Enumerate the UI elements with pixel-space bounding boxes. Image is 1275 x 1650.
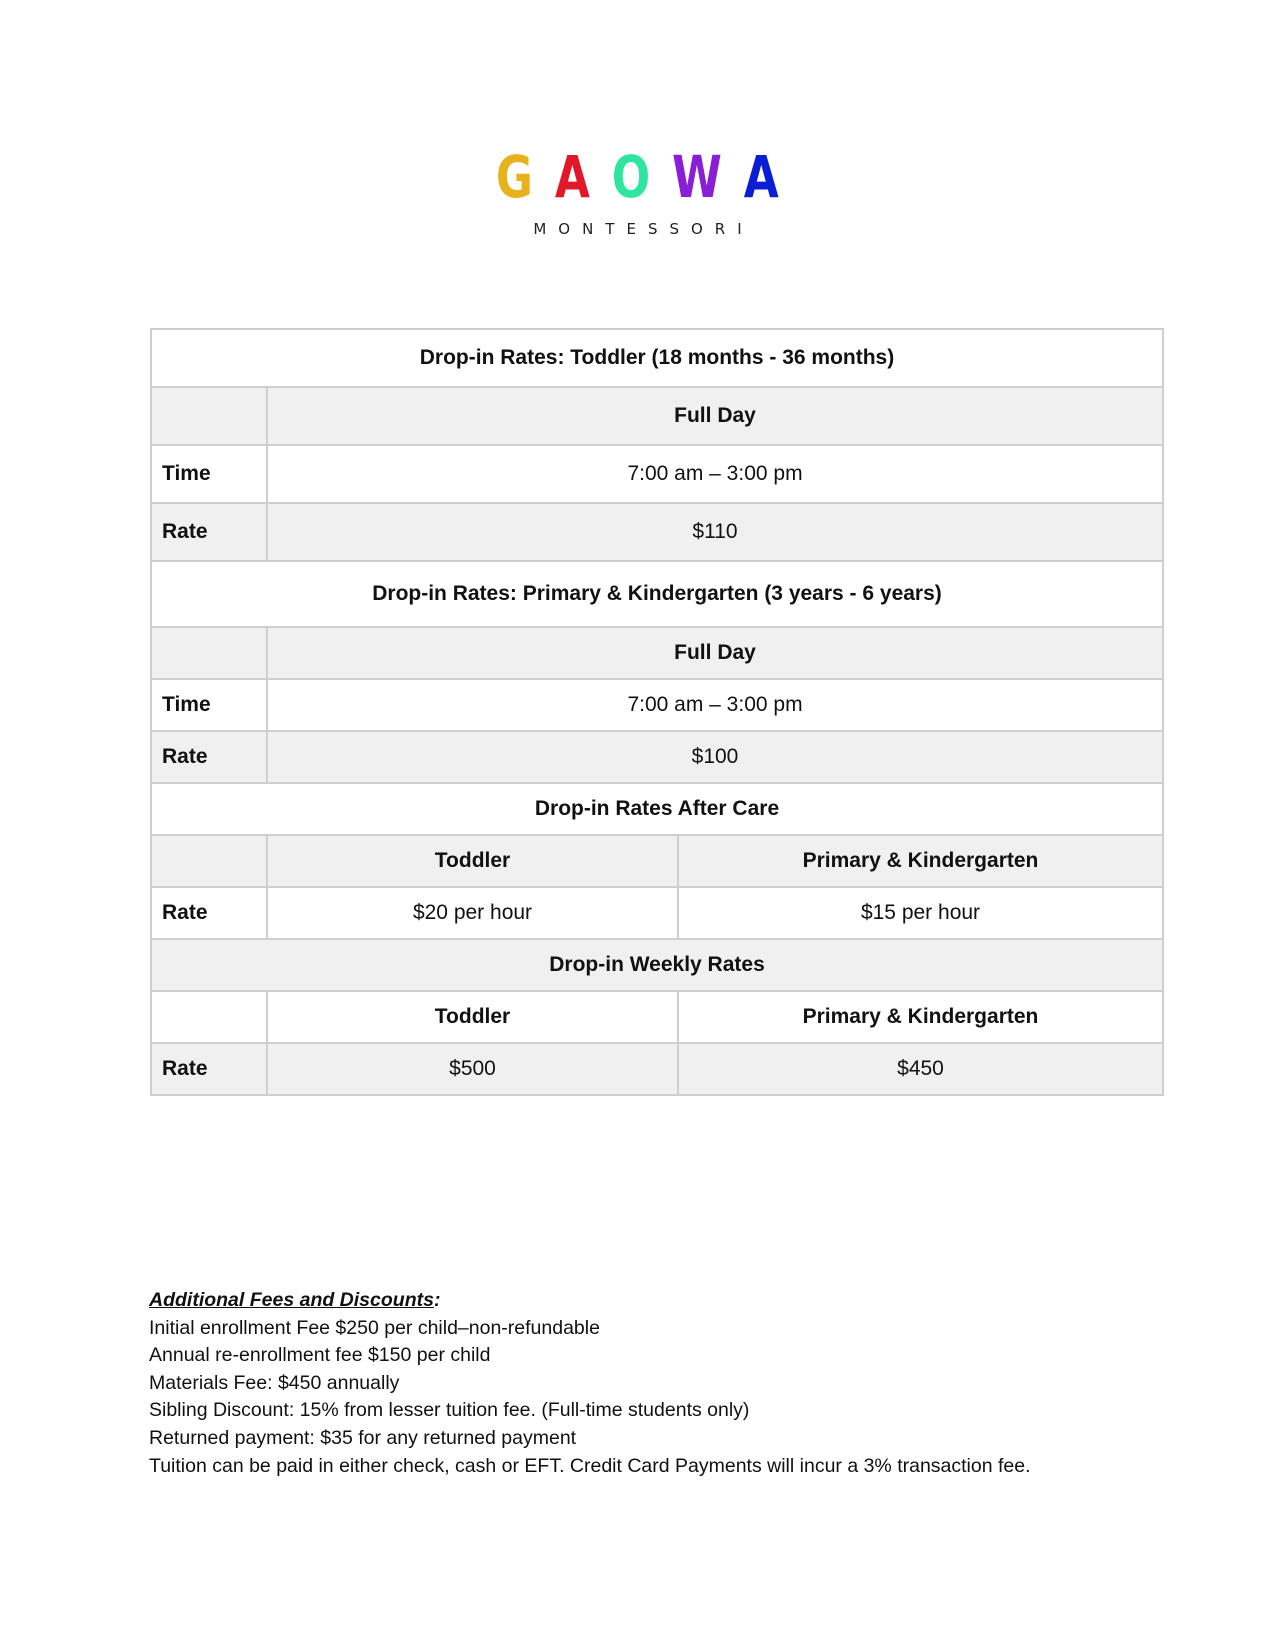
toddler-header: Toddler (267, 835, 678, 887)
heading-text: Additional Fees and Discounts (149, 1289, 434, 1311)
time-value: 7:00 am – 3:00 pm (267, 679, 1163, 731)
additional-fees-heading (149, 1287, 1031, 1315)
after-care-title-row (151, 783, 1163, 835)
logo-letter: A (555, 143, 612, 211)
full-day-header: Full Day (267, 627, 1163, 679)
weekly-title-row (151, 939, 1163, 991)
toddler-rate-row (151, 503, 1163, 561)
fee-line: Tuition can be paid in either check, cash or EFT. Credit Card Payments will incur a 3% transaction fee. (149, 1454, 1031, 1477)
primary-time-row (151, 679, 1163, 731)
full-day-header: Full Day (267, 387, 1163, 445)
weekly-rate-row (151, 1043, 1163, 1095)
primary-title-row (151, 561, 1163, 627)
rate-label: Rate (151, 1043, 267, 1095)
toddler-rate-value: $20 per hour (267, 887, 678, 939)
fee-line: Materials Fee: $450 annually (149, 1371, 400, 1394)
empty-cell (151, 835, 267, 887)
toddler-section-title: Drop-in Rates: Toddler (18 months - 36 months) (151, 329, 1163, 387)
logo-wordmark (474, 142, 801, 212)
after-care-rate-row (151, 887, 1163, 939)
logo-letter: O (611, 143, 673, 211)
time-label: Time (151, 445, 267, 503)
fee-line: Sibling Discount: 15% from lesser tuition fee. (Full-time students only) (149, 1399, 750, 1422)
heading-colon: : (433, 1289, 441, 1311)
primary-rate-value: $450 (678, 1043, 1163, 1095)
rate-label: Rate (151, 731, 267, 783)
additional-fees-section (149, 1287, 1031, 1480)
logo-letter: A (743, 143, 801, 211)
empty-cell (151, 991, 267, 1043)
fee-line: Returned payment: $35 for any returned payment (149, 1426, 577, 1449)
logo-subtitle: MONTESSORI (533, 220, 754, 238)
toddler-header-row (151, 387, 1163, 445)
primary-kindergarten-header: Primary & Kindergarten (678, 835, 1163, 887)
primary-header-row (151, 627, 1163, 679)
primary-section-title: Drop-in Rates: Primary & Kindergarten (3 years - 6 years) (151, 561, 1163, 627)
rate-value: $100 (267, 731, 1163, 783)
primary-kindergarten-header: Primary & Kindergarten (678, 991, 1163, 1043)
empty-cell (151, 627, 267, 679)
toddler-time-row (151, 445, 1163, 503)
rate-value: $110 (267, 503, 1163, 561)
logo (0, 142, 1275, 238)
weekly-header-row (151, 991, 1163, 1043)
after-care-section-title: Drop-in Rates After Care (151, 783, 1163, 835)
primary-rate-row (151, 731, 1163, 783)
toddler-title-row (151, 329, 1163, 387)
empty-cell (151, 387, 267, 445)
time-label: Time (151, 679, 267, 731)
rate-label: Rate (151, 887, 267, 939)
weekly-section-title: Drop-in Weekly Rates (151, 939, 1163, 991)
after-care-header-row (151, 835, 1163, 887)
rates-table (150, 328, 1164, 1096)
primary-rate-value: $15 per hour (678, 887, 1163, 939)
toddler-header: Toddler (267, 991, 678, 1043)
rate-label: Rate (151, 503, 267, 561)
fee-line: Initial enrollment Fee $250 per child–non-refundable (149, 1316, 600, 1339)
logo-letter: G (496, 143, 556, 211)
time-value: 7:00 am – 3:00 pm (267, 445, 1163, 503)
toddler-rate-value: $500 (267, 1043, 678, 1095)
logo-letter: W (672, 143, 744, 211)
fee-line: Annual re-enrollment fee $150 per child (149, 1344, 491, 1367)
